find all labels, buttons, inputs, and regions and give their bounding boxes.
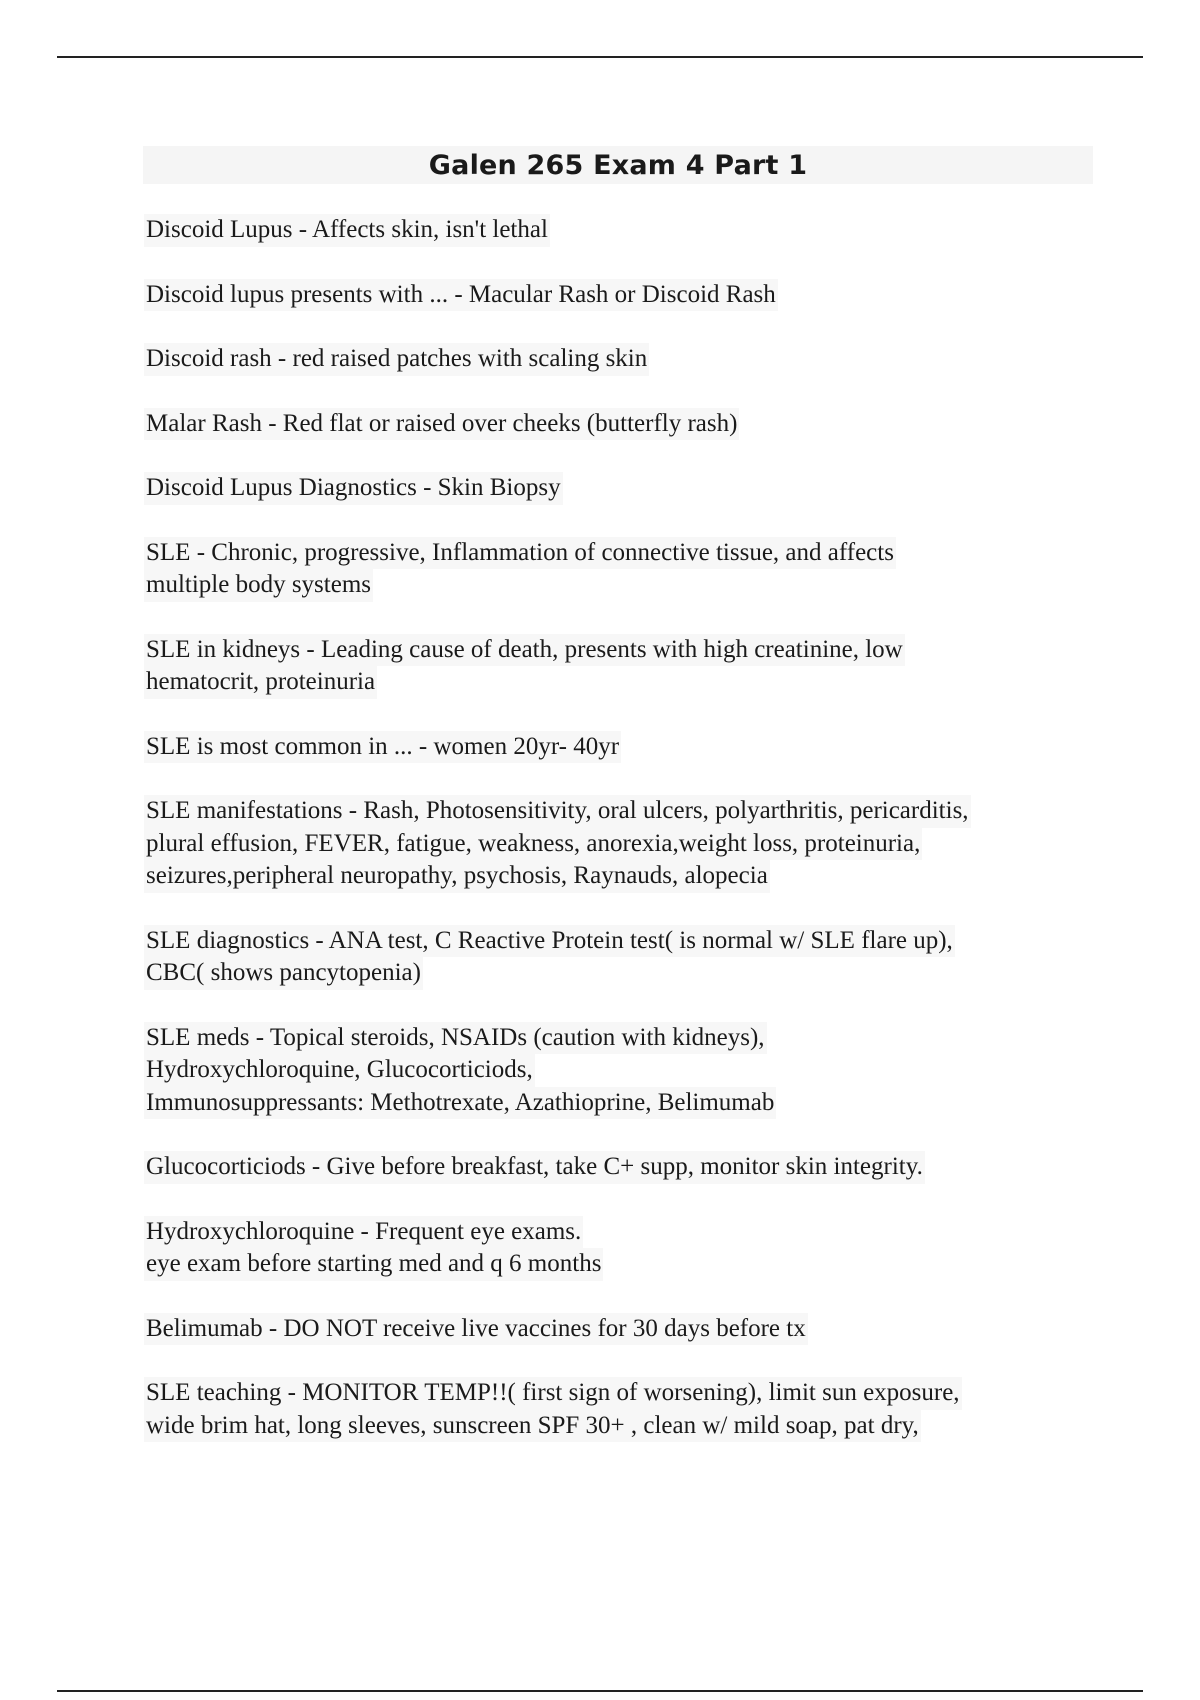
document-body xyxy=(146,214,1086,1474)
header-rule xyxy=(57,56,1143,58)
entry-sle xyxy=(146,537,1086,602)
entry-belimumab xyxy=(146,1313,1086,1346)
entry-line: Immunosuppressants: Methotrexate, Azathioprine, Belimumab xyxy=(144,1087,776,1120)
entry-line: SLE manifestations - Rash, Photosensitivity, oral ulcers, polyarthritis, pericarditis, xyxy=(144,795,971,828)
entry-hydroxychloroquine xyxy=(146,1216,1086,1281)
entry-discoid-lupus-presents xyxy=(146,279,1086,312)
entry-sle-diagnostics xyxy=(146,925,1086,990)
document-title: Galen 265 Exam 4 Part 1 xyxy=(428,149,808,181)
entry-line: wide brim hat, long sleeves, sunscreen SPF 30+ , clean w/ mild soap, pat dry, xyxy=(144,1410,921,1443)
entry-sle-teaching xyxy=(146,1377,1086,1442)
entry-line: seizures,peripheral neuropathy, psychosis, Raynauds, alopecia xyxy=(144,860,770,893)
entry-line: Hydroxychloroquine, Glucocorticiods, xyxy=(144,1054,535,1087)
entry-line: hematocrit, proteinuria xyxy=(144,666,377,699)
entry-line: SLE teaching - MONITOR TEMP!!( first sign of worsening), limit sun exposure, xyxy=(144,1377,962,1410)
entry-malar-rash xyxy=(146,408,1086,441)
entry-line: SLE meds - Topical steroids, NSAIDs (caution with kidneys), xyxy=(144,1022,767,1055)
entry-sle-manifestations xyxy=(146,795,1086,893)
entry-line: Glucocorticiods - Give before breakfast, take C+ supp, monitor skin integrity. xyxy=(144,1151,925,1184)
entry-line: SLE in kidneys - Leading cause of death, presents with high creatinine, low xyxy=(144,634,905,667)
title-bar xyxy=(143,146,1093,184)
entry-line: Belimumab - DO NOT receive live vaccines for 30 days before tx xyxy=(144,1313,808,1346)
entry-sle-kidneys xyxy=(146,634,1086,699)
entry-line: plural effusion, FEVER, fatigue, weakness, anorexia,weight loss, proteinuria, xyxy=(144,828,922,861)
entry-line: Discoid Lupus Diagnostics - Skin Biopsy xyxy=(144,472,563,505)
entry-line: Hydroxychloroquine - Frequent eye exams. xyxy=(144,1216,583,1249)
entry-discoid-rash xyxy=(146,343,1086,376)
entry-line: SLE diagnostics - ANA test, C Reactive Protein test( is normal w/ SLE flare up), xyxy=(144,925,955,958)
entry-line: CBC( shows pancytopenia) xyxy=(144,957,423,990)
entry-line: Malar Rash - Red flat or raised over cheeks (butterfly rash) xyxy=(144,408,739,441)
entry-line: Discoid lupus presents with ... - Macular Rash or Discoid Rash xyxy=(144,279,778,312)
entry-line: multiple body systems xyxy=(144,569,373,602)
entry-line: Discoid rash - red raised patches with scaling skin xyxy=(144,343,649,376)
entry-discoid-lupus xyxy=(146,214,1086,247)
entry-sle-meds xyxy=(146,1022,1086,1120)
entry-line: SLE - Chronic, progressive, Inflammation of connective tissue, and affects xyxy=(144,537,896,570)
entry-line: eye exam before starting med and q 6 months xyxy=(144,1248,603,1281)
footer-rule xyxy=(57,1690,1143,1692)
entry-sle-common xyxy=(146,731,1086,764)
entry-discoid-diagnostics xyxy=(146,472,1086,505)
entry-glucocorticoids xyxy=(146,1151,1086,1184)
entry-line: SLE is most common in ... - women 20yr- 40yr xyxy=(144,731,621,764)
entry-line: Discoid Lupus - Affects skin, isn't lethal xyxy=(144,214,550,247)
